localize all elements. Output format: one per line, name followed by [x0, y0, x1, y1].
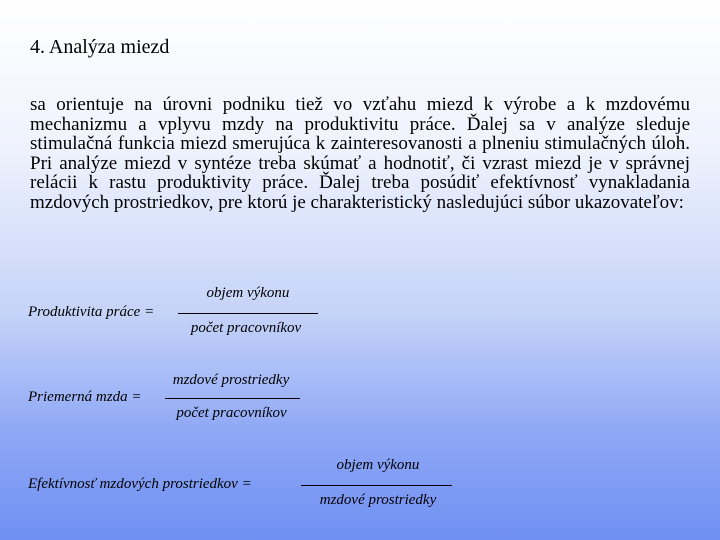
formula-numerator: objem výkonu — [336, 457, 420, 473]
formula-numerator: objem výkonu — [206, 285, 290, 301]
slide-title: 4. Analýza miezd — [30, 36, 170, 58]
fraction-bar — [165, 398, 300, 399]
formula-lhs: Priemerná mzda = — [28, 389, 142, 405]
slide-paragraph: sa orientuje na úrovni podniku tiež vo vzťahu miezd k výrobe a k mzdovému mechanizmu a vplyvu mzdy na produktivitu práce. Ďalej sa v analýze sleduje stimulačná funkcia miezd smerujúca k zainteresovanosti a plneniu stimulačných úloh. Pri analýze miezd v syntéze treba skúmať a hodnotiť, či vzrast miezd je v správnej relácii k rastu produktivity práce. Ďalej treba posúdiť efektívnosť vynakladania mzdových prostriedkov, pre ktorú je charakteristický nasledujúci súbor ukazovateľov: — [30, 94, 690, 213]
formula-numerator: mzdové prostriedky — [172, 372, 290, 388]
formula-lhs: Efektívnosť mzdových prostriedkov = — [28, 476, 252, 492]
fraction-bar — [301, 485, 452, 486]
formula-lhs: Produktivita práce = — [28, 304, 155, 320]
formula-denominator: počet pracovníkov — [190, 320, 302, 336]
fraction-bar — [178, 313, 318, 314]
formula-wage-efficiency — [28, 457, 488, 517]
formula-productivity — [28, 285, 328, 345]
formula-average-wage — [28, 372, 328, 432]
formula-denominator: mzdové prostriedky — [319, 492, 437, 508]
formula-denominator: počet pracovníkov — [176, 405, 287, 421]
